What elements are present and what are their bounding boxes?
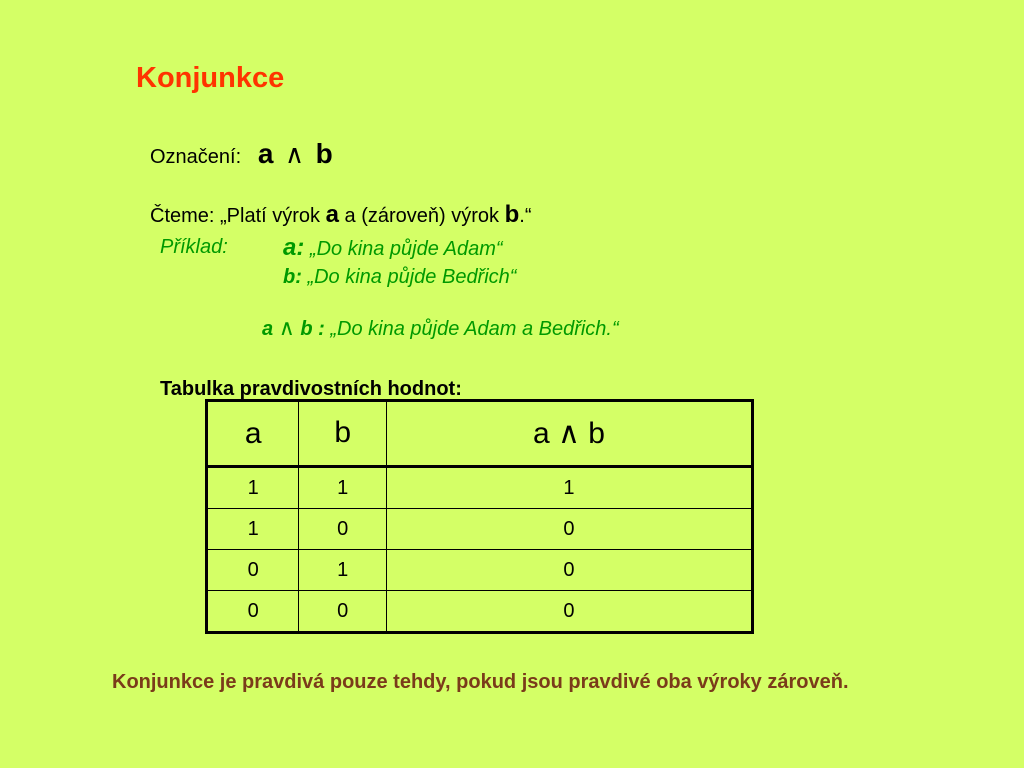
reading-line [150,201,531,229]
reading-a: a [325,201,339,228]
table-cell: 1 [207,509,299,550]
table-cell: 0 [207,550,299,591]
example-a-text: „Do kina půjde Adam“ [309,238,503,260]
table-header-a: a [207,401,299,467]
example-b [283,266,516,289]
table-cell: 0 [207,591,299,633]
notation-label: Označení: [150,146,242,168]
example-a [283,234,503,262]
reading-b: b [504,201,520,228]
table-cell: 0 [386,509,752,550]
example-b-var: b: [283,266,302,288]
table-cell: 1 [299,550,386,591]
example-conjunction [262,315,619,341]
table-row [207,467,753,509]
slide-title: Konjunkce [136,62,285,94]
table-row [207,591,753,633]
example-conj-text: „Do kina půjde Adam a Bedřich.“ [330,318,619,340]
reading-prefix: Čteme: „Platí výrok [150,205,321,227]
table-header-b: b [299,401,386,467]
reading-suffix: .“ [519,205,532,227]
table-header-row [207,401,753,467]
table-cell: 0 [299,591,386,633]
table-cell: 1 [299,467,386,509]
table-cell: 1 [386,467,752,509]
truth-table [205,399,754,634]
example-b-text: „Do kina půjde Bedřich“ [307,266,517,288]
notation-line [150,138,333,170]
conjunction-symbol: ∧ [284,139,305,169]
example-label: Příklad: [160,236,228,258]
notation-a: a [257,138,274,169]
example-conj-a: a [262,318,274,340]
notation-b: b [315,138,333,169]
table-cell: 0 [299,509,386,550]
example-conj-b: b : [300,318,325,340]
table-cell: 0 [386,591,752,633]
table-caption: Tabulka pravdivostních hodnot: [160,378,462,400]
table-row [207,550,753,591]
reading-middle: a (zároveň) výrok [344,205,500,227]
example-a-var: a: [283,234,305,261]
conclusion-text: Konjunkce je pravdivá pouze tehdy, pokud jsou pravdivé oba výroky zároveň. [112,671,849,693]
example-conj-symbol: ∧ [278,315,295,340]
table-header-a-and-b: a ∧ b [386,401,752,467]
table-row [207,509,753,550]
table-cell: 1 [207,467,299,509]
table-cell: 0 [386,550,752,591]
